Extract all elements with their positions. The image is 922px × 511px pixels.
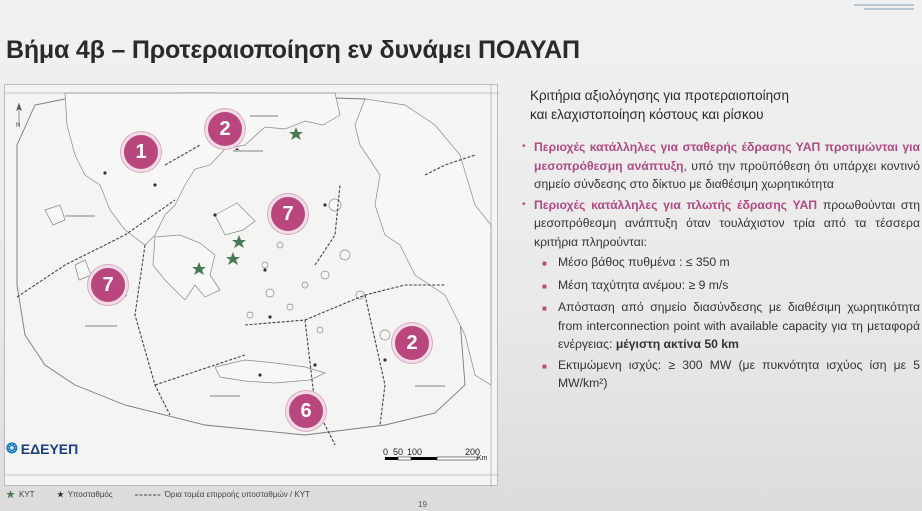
square-bullet-icon: ■ [542,361,547,371]
sub-criterion-power: ■ Εκτιμώμενη ισχύς: ≥ 300 MW (με πυκνότητα ισχύος ίση με 5 MW/km²) [542,356,920,393]
edeyep-logo [6,440,78,457]
ministry-logo [804,2,914,16]
zone-badge-6: 6 [286,391,326,431]
north-arrow-icon [16,103,22,129]
page-title: Βήμα 4β – Προτεραιοποίηση εν δυνάμει ΠΟΑΥΑΠ [6,36,580,64]
sub-criterion-wind: ■ Μέση ταχύτητα ανέμου: ≥ 9 m/s [542,276,920,297]
legend-item-boundary: Όρια τομέα επιρροής υποσταθμών / ΚΥΤ [135,490,310,499]
criteria-panel [522,86,920,393]
zone-badge-2-south: 2 [392,323,432,363]
bullet-floating-foundation: • Περιοχές κατάλληλες για πλωτής έδρασης ΥΑΠ προωθούνται στη μεσοπρόθεσμη ανάπτυξη όταν τουλάχιστον τρία από τα τέσσερα κριτήρια πληρούνται: [522,196,920,252]
greece-map [4,84,498,486]
square-bullet-icon: ■ [542,281,547,291]
bullet-dot-icon: • [522,198,526,210]
legend-item-substation: Υποσταθμός [57,490,113,499]
scale-tick-200: 200 [465,447,481,457]
square-bullet-icon: ■ [542,304,547,313]
sub-criterion-depth: ■ Μέσο βάθος πυθμένα : ≤ 350 m [542,253,920,274]
small-star-icon [57,491,64,498]
zone-badge-7-west: 7 [88,265,128,305]
scale-tick-50: 50 [393,447,404,457]
zone-badge-2-north: 2 [205,109,245,149]
legend-item-kyt: ΚΥΤ [6,490,35,499]
scale-bar [385,457,477,460]
scale-tick-100: 100 [407,447,423,457]
scale-unit: Km [477,455,488,462]
scale-tick-0: 0 [383,447,389,457]
edeyep-mark-icon: ❂ [6,440,18,456]
square-bullet-icon: ■ [542,259,547,268]
bullet-fixed-foundation: • Περιοχές κατάλληλες για σταθερής έδρασης ΥΑΠ προτιμώνται για μεσοπρόθεσμη ανάπτυξη, υπό την προϋπόθεση ότι υπάρχει κοντινό σημείο σύνδεσης στο δίκτυο με διαθέσιμη χωρητικότητα [522,138,920,194]
zone-badge-1: 1 [121,132,161,172]
bullet-dot-icon: • [522,141,526,152]
zone-badge-7-east: 7 [268,194,308,234]
map-svg [5,85,499,487]
star-icon [6,490,15,499]
criteria-list [522,138,920,393]
svg-text:N: N [16,123,21,129]
edeyep-logo-text: ΕΔΕΥΕΠ [20,440,79,457]
map-legend [6,490,310,499]
page-number: 19 [418,500,427,509]
criteria-heading: Κριτήρια αξιολόγησης για προτεραιοποίηση και ελαχιστοποίηση κόστους και ρίσκου [530,88,790,122]
dashed-line-icon [135,492,161,498]
sub-criterion-distance: ■ Απόσταση από σημείο διασύνδεσης με διαθέσιμη χωρητικότητα from interconnection point with available capacity για τη μεταφορά ενέργειας: μέγιστη ακτίνα 50 km [542,298,920,354]
